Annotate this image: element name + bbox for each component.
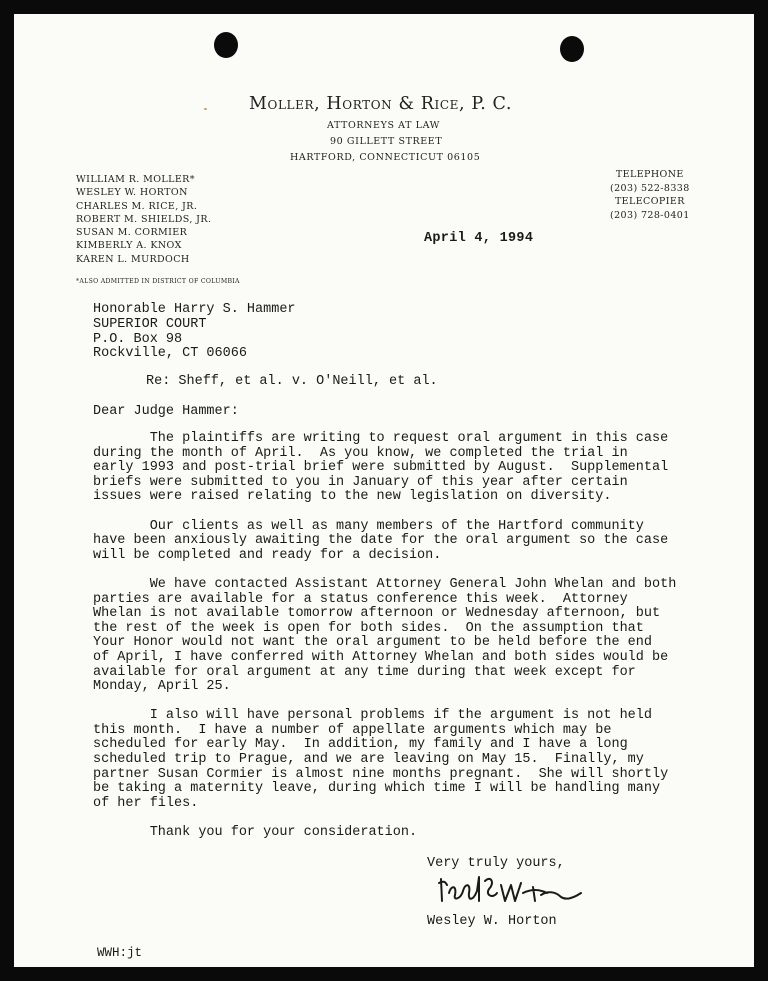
- typist-initials: WWH:jt: [97, 946, 143, 960]
- telephone-number: (203) 522-8338: [610, 182, 690, 194]
- attorney-name: SUSAN M. CORMIER: [76, 227, 188, 239]
- punch-hole: [560, 36, 584, 62]
- handwritten-signature: [435, 871, 585, 911]
- recipient-line: SUPERIOR COURT: [93, 316, 207, 332]
- body-paragraph: I also will have personal problems if the argument is not held this month. I have a number of appellate arguments which may be scheduled for early May. In addition, my family and I have a long scheduled trip to Prague, and we are leaving on May 15. Finally, my partner Susan Cormier is almost nine months pregnant. She will shortly be taking a maternity leave, during which time I will be handling many of her files.: [93, 708, 669, 811]
- attorney-name: WESLEY W. HORTON: [76, 187, 188, 199]
- letter-date: April 4, 1994: [424, 231, 534, 246]
- letter-body: [93, 432, 733, 855]
- recipient-line: Rockville, CT 06066: [93, 346, 247, 362]
- attorney-footnote: *ALSO ADMITTED IN DISTRICT OF COLUMBIA: [76, 278, 240, 285]
- body-paragraph: Our clients as well as many members of the Hartford community have been anxiously awaiting the date for the oral argument so the case will be completed and ready for a decision.: [93, 518, 669, 563]
- telecopier-number: (203) 728-0401: [610, 209, 690, 221]
- telecopier-label: TELECOPIER: [614, 196, 685, 207]
- attorney-name: CHARLES M. RICE, JR.: [76, 200, 198, 212]
- re-line: Re: Sheff, et al. v. O'Neill, et al.: [146, 374, 438, 389]
- recipient-address: [93, 303, 296, 362]
- firm-city: HARTFORD, CONNECTICUT 06105: [290, 152, 481, 163]
- attorney-name: WILLIAM R. MOLLER*: [76, 174, 195, 185]
- paper-speck: [204, 108, 207, 110]
- attorney-list: [76, 173, 211, 266]
- recipient-line: P.O. Box 98: [93, 331, 183, 347]
- body-paragraph: Thank you for your consideration.: [93, 825, 418, 841]
- attorney-name: ROBERT M. SHIELDS, JR.: [76, 213, 212, 225]
- body-paragraph: We have contacted Assistant Attorney General John Whelan and both parties are available for a status conference this week. Attorney Whelan is not available tomorrow afternoon or Wednesday afternoon, but the rest of the week is open for both sides. On the assumption that Your Honor would not want the oral argument to be held before the end of April, I have conferred with Attorney Whelan and both sides would be available for oral argument at any time during that week except for Monday, April 25.: [93, 576, 677, 695]
- letter-page: [14, 14, 754, 967]
- firm-contact: [610, 168, 690, 222]
- salutation: Dear Judge Hammer:: [93, 404, 239, 419]
- firm-name: Moller, Horton & Rice, P. C.: [249, 94, 513, 114]
- closing: Very truly yours,: [427, 856, 565, 871]
- attorney-name: KAREN L. MURDOCH: [76, 253, 190, 265]
- firm-descriptor: ATTORNEYS AT LAW: [327, 120, 441, 131]
- punch-hole: [214, 32, 238, 58]
- body-paragraph: The plaintiffs are writing to request oral argument in this case during the month of April. As you know, we completed the trial in early 1993 and post-trial brief were submitted by August. Supplemental briefs were submitted to you in January of this year after certain issues were raised relating to the new legislation on diversity.: [93, 431, 669, 505]
- telephone-label: TELEPHONE: [615, 169, 684, 180]
- recipient-line: Honorable Harry S. Hammer: [93, 302, 296, 317]
- signer-name: Wesley W. Horton: [427, 914, 557, 929]
- firm-street: 90 GILLETT STREET: [330, 136, 443, 147]
- attorney-name: KIMBERLY A. KNOX: [76, 240, 182, 252]
